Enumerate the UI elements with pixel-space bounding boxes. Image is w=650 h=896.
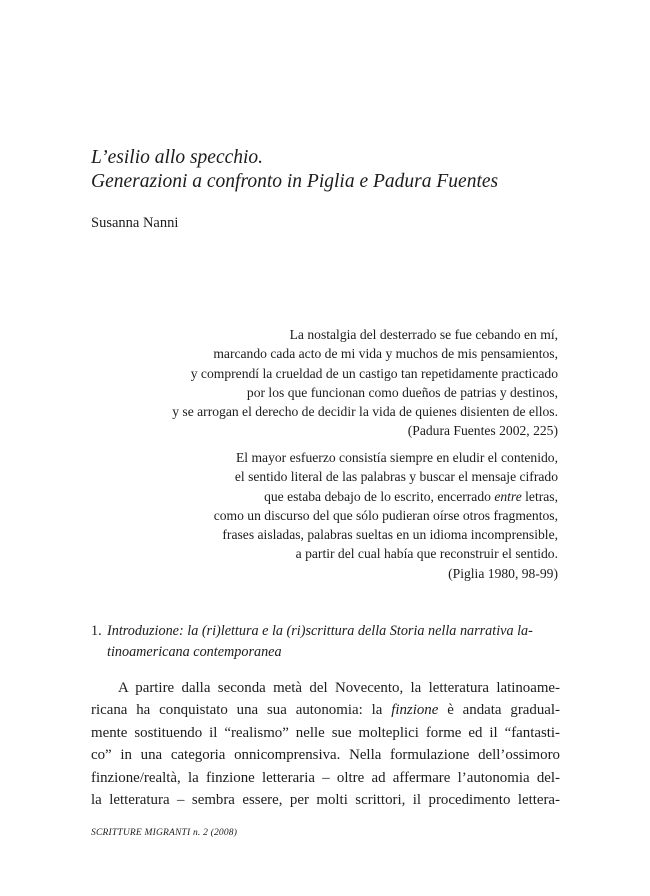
journal-footer: SCRITTURE MIGRANTI n. 2 (2008) (91, 828, 238, 838)
section-title (107, 621, 560, 663)
epigraph-line: y se arrogan el derecho de decidir la vida de quienes disienten de ellos. (172, 404, 558, 420)
article-title (91, 146, 498, 194)
epigraph-line: el sentido literal de las palabras y buscar el mensaje cifrado (234, 469, 558, 485)
epigraph-text: letras, (521, 488, 558, 504)
author-name: Susanna Nanni (91, 215, 179, 231)
epigraph-line: frases aisladas, palabras sueltas en un idioma incomprensible, (222, 527, 558, 543)
epigraph-line: a partir del cual había que reconstruir el sentido. (295, 546, 558, 562)
body-line: la letteratura – sembra essere, per molti scrittori, il procedimento lettera- (91, 792, 560, 809)
body-emphasis: finzione (391, 702, 439, 719)
epigraph-emphasis: entre (494, 488, 522, 504)
epigraph-citation: (Piglia 1980, 98-99) (448, 565, 558, 581)
epigraph-line: La nostalgia del desterrado se fue cebando en mí, (289, 327, 558, 342)
epigraph-text: que estaba debajo de lo escrito, encerrado (264, 488, 495, 504)
subtitle-line: Generazioni a confronto in Piglia e Padura Fuentes (91, 171, 499, 192)
body-text: è andata gradual- (438, 702, 560, 719)
section-heading (91, 621, 560, 663)
section-title-line: Introduzione: la (ri)lettura e la (ri)scrittura della Storia nella narrativa la- (107, 623, 533, 639)
epigraph-padura (172, 325, 558, 441)
body-line: co” in una categoria onnicomprensiva. Nella formulazione dell’ossimoro (91, 747, 560, 764)
body-paragraph (91, 677, 560, 811)
epigraph-line: marcando cada acto de mi vida y muchos de mis pensamientos, (213, 346, 558, 362)
body-line (91, 699, 560, 721)
title-line: L’esilio allo specchio. (91, 147, 264, 168)
epigraph-line: El mayor esfuerzo consistía siempre en eludir el contenido, (236, 450, 558, 465)
epigraph-line: por los que funcionan como dueños de patrias y destinos, (246, 384, 558, 400)
body-line: mente sostituendo il “realismo” nelle sue molteplici forme ed il “fantasti- (91, 724, 560, 741)
section-number: 1. (91, 623, 102, 639)
body-line: finzione/realtà, la finzione letteraria – oltre ad affermare l’autonomia del- (91, 769, 560, 786)
body-text: ricana ha conquistato una sua autonomia: la (91, 702, 392, 719)
epigraph-line: y comprendí la crueldad de un castigo tan repetidamente practicado (190, 365, 558, 381)
epigraph-citation: (Padura Fuentes 2002, 225) (407, 423, 558, 439)
body-line: A partire dalla seconda metà del Novecento, la letteratura latinoame- (118, 680, 560, 696)
epigraph-line: como un discurso del que sólo pudieran oírse otros fragmentos, (213, 507, 558, 523)
epigraph-piglia (214, 448, 558, 583)
section-title-line: tinoamericana contemporanea (107, 644, 282, 660)
epigraph-line (214, 487, 558, 506)
